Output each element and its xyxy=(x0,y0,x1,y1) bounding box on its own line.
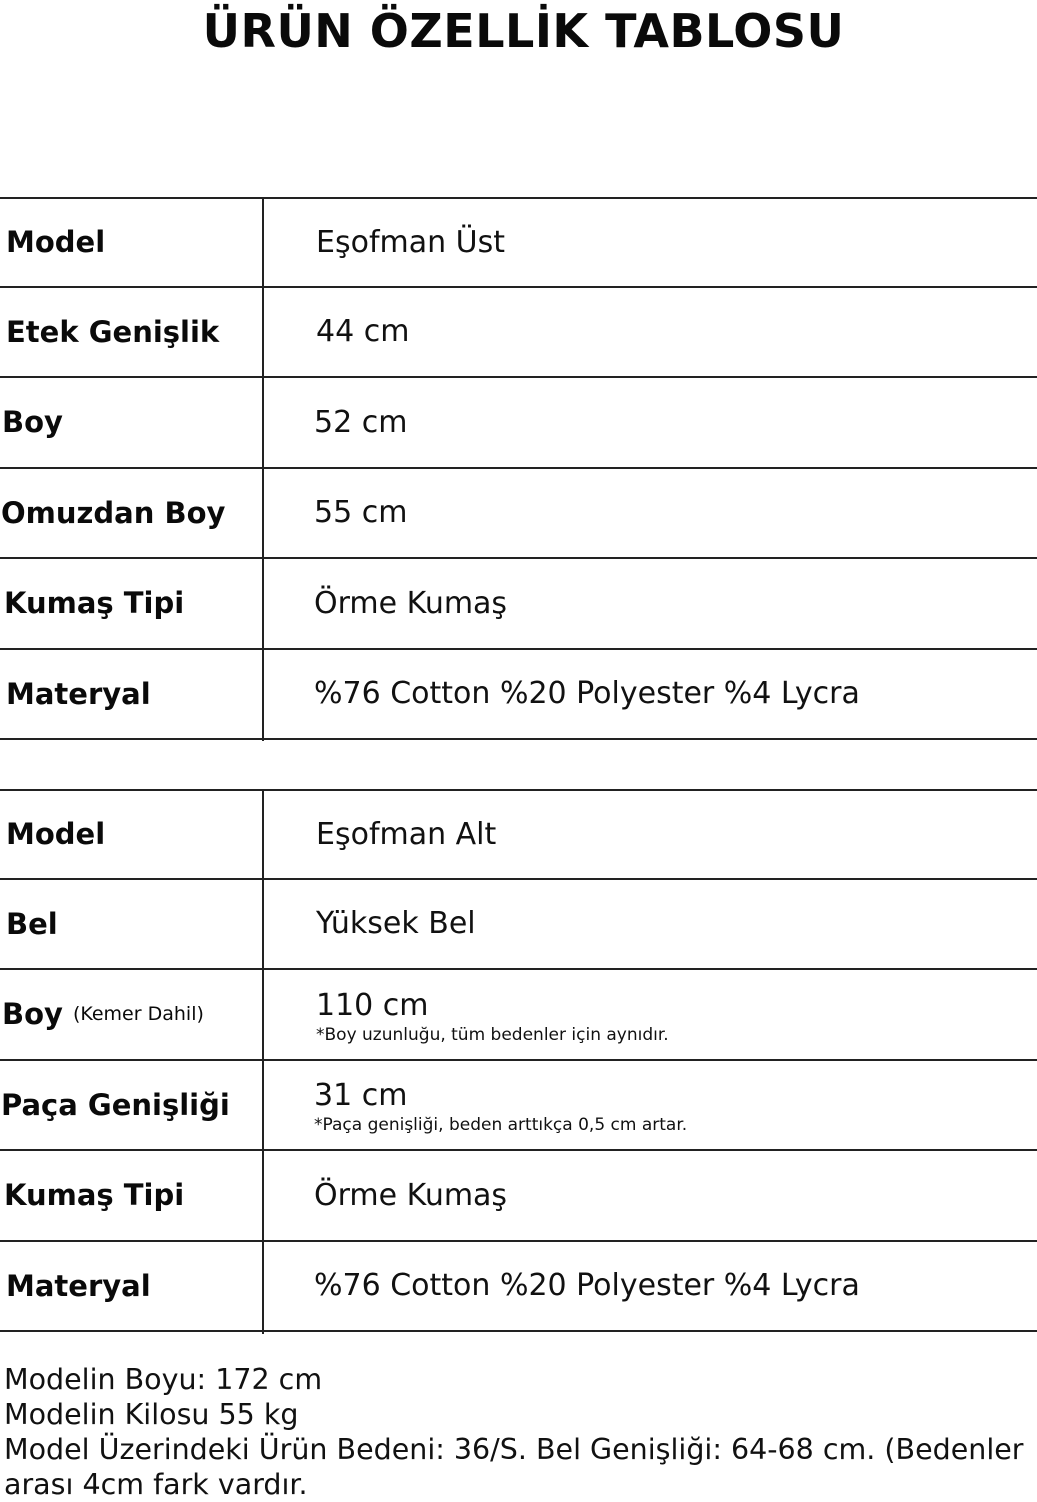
row-value: Örme Kumaş xyxy=(314,585,508,621)
row-value: Eşofman Üst xyxy=(316,224,506,260)
table-row xyxy=(0,197,1037,288)
table-row xyxy=(0,288,1037,379)
table-row xyxy=(0,378,1037,469)
row-value-note: *Boy uzunluğu, tüm bedenler için aynıdır. xyxy=(316,1024,669,1045)
page-title: ÜRÜN ÖZELLİK TABLOSU xyxy=(202,4,845,58)
spec-table-bottom xyxy=(0,789,1037,1332)
note-line: arası 4cm fark vardır. xyxy=(4,1468,308,1501)
table-row xyxy=(0,970,1037,1061)
row-value-main: 110 cm xyxy=(316,987,429,1023)
row-label: Model xyxy=(6,817,106,852)
row-label: Materyal xyxy=(6,1268,151,1303)
row-value: 52 cm xyxy=(314,404,408,440)
row-label: Kumaş Tipi xyxy=(4,1178,185,1213)
row-value-main: 31 cm xyxy=(314,1078,408,1114)
row-label: Paça Genişliği xyxy=(1,1087,230,1122)
table-row xyxy=(0,880,1037,971)
table-row xyxy=(0,559,1037,650)
model-notes xyxy=(4,1362,1034,1502)
table-row xyxy=(0,789,1037,880)
row-label: Bel xyxy=(6,906,58,941)
spec-table-top xyxy=(0,197,1037,740)
row-label xyxy=(2,970,204,1059)
table-row xyxy=(0,469,1037,560)
row-label-sub: (Kemer Dahil) xyxy=(72,1003,204,1026)
row-value xyxy=(314,1061,687,1152)
row-value: %76 Cotton %20 Polyester %4 Lycra xyxy=(314,1268,860,1304)
table-row xyxy=(0,1061,1037,1152)
row-value: Eşofman Alt xyxy=(316,816,497,852)
table-row xyxy=(0,1151,1037,1242)
row-value: Yüksek Bel xyxy=(316,906,476,942)
row-label: Omuzdan Boy xyxy=(1,495,226,530)
row-value: Örme Kumaş xyxy=(314,1177,508,1213)
row-value xyxy=(316,970,669,1061)
note-line: Model Üzerindeki Ürün Bedeni: 36/S. Bel Genişliği: 64-68 cm. (Bedenler xyxy=(4,1433,1024,1466)
row-label: Boy xyxy=(2,405,63,440)
row-value: %76 Cotton %20 Polyester %4 Lycra xyxy=(314,676,860,712)
row-label-main: Boy xyxy=(2,997,63,1032)
table-row xyxy=(0,1242,1037,1333)
table-row xyxy=(0,650,1037,741)
row-label: Model xyxy=(6,225,106,260)
note-line: Modelin Kilosu 55 kg xyxy=(4,1398,299,1431)
note-line: Modelin Boyu: 172 cm xyxy=(4,1363,323,1396)
row-value-note: *Paça genişliği, beden arttıkça 0,5 cm artar. xyxy=(314,1115,688,1136)
row-value: 44 cm xyxy=(316,314,410,350)
row-value: 55 cm xyxy=(314,495,408,531)
row-label: Materyal xyxy=(6,676,151,711)
row-label: Etek Genişlik xyxy=(6,314,220,349)
row-label: Kumaş Tipi xyxy=(4,586,185,621)
